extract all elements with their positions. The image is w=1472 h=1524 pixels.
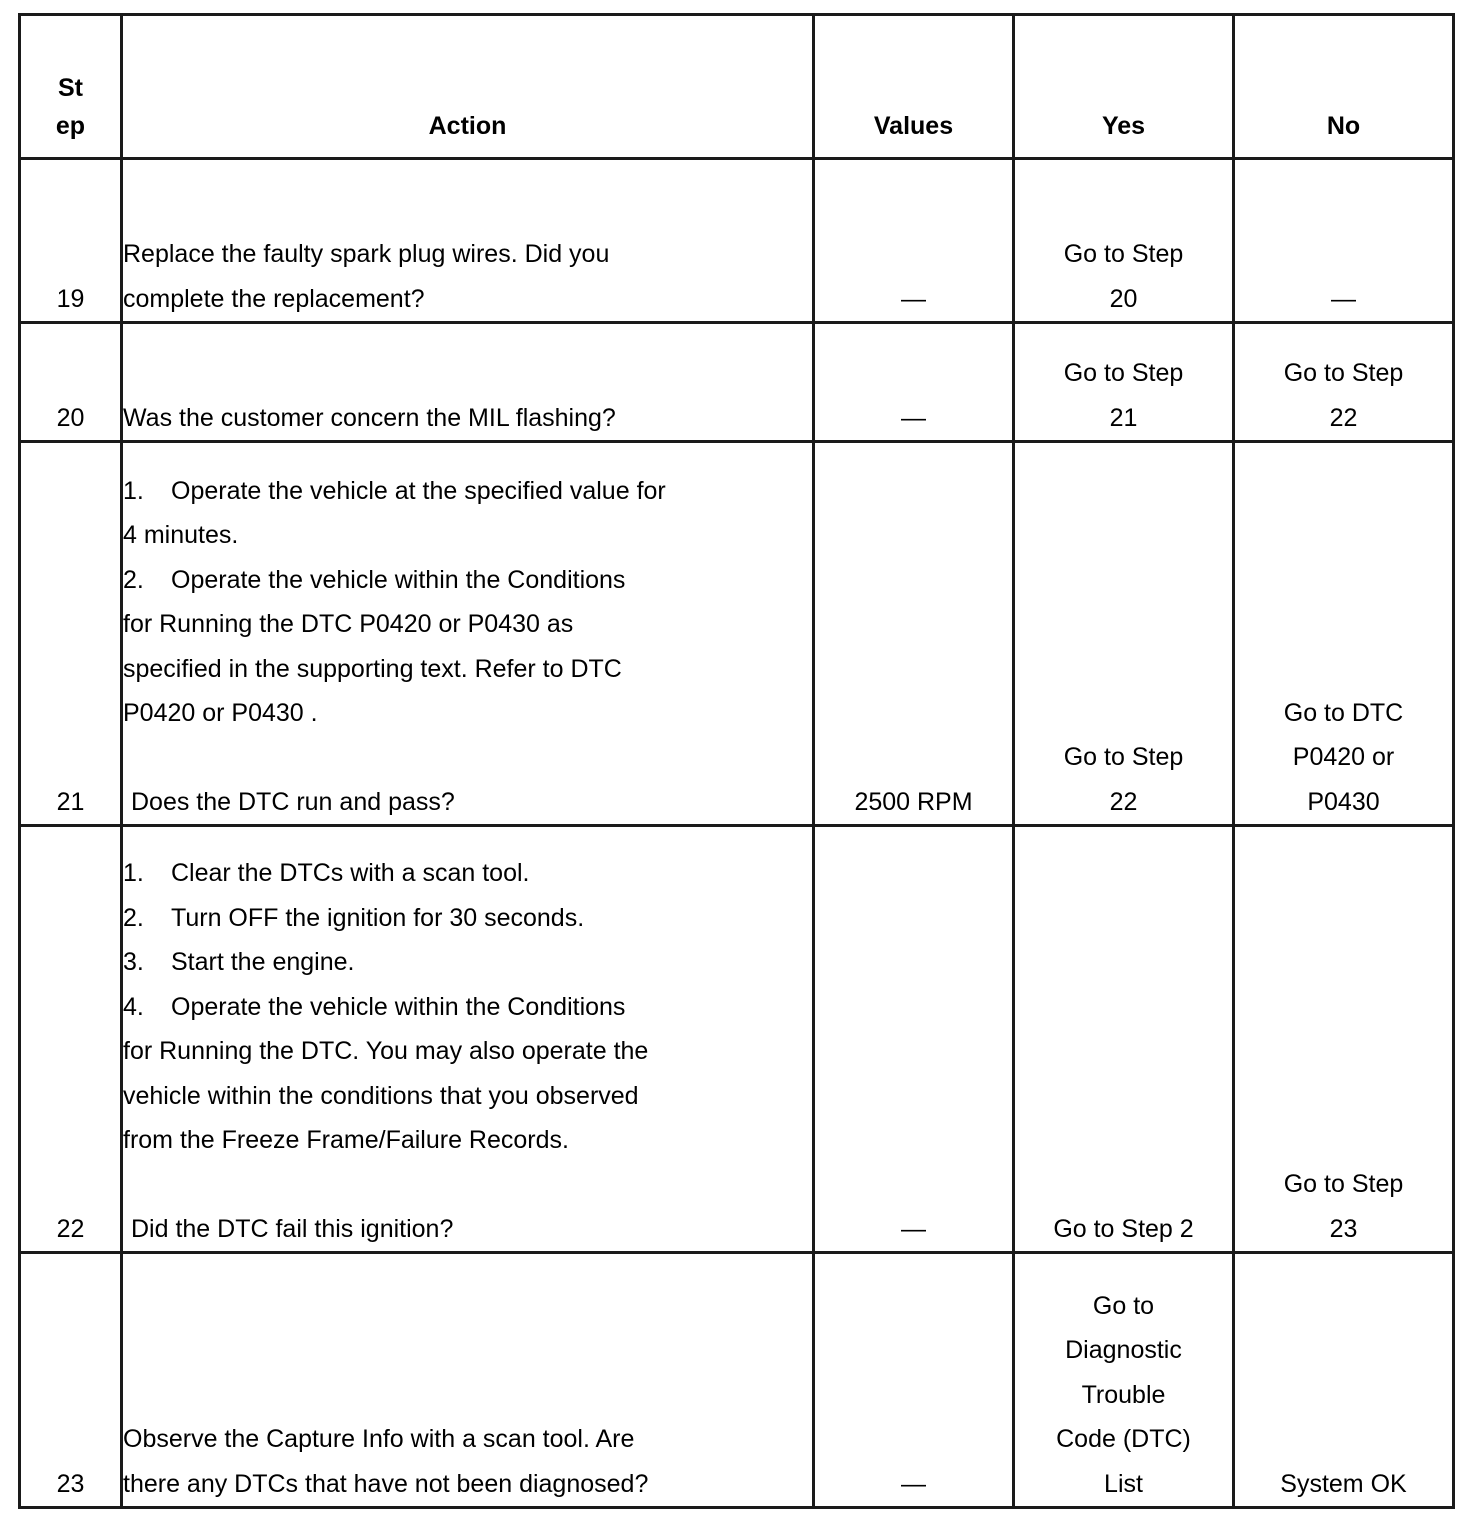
yes-line: Go to Step bbox=[1063, 240, 1184, 268]
header-step-line-2: ep bbox=[55, 112, 86, 140]
no-cell bbox=[1234, 442, 1454, 826]
table-row bbox=[20, 323, 1454, 442]
action-cell bbox=[122, 442, 814, 826]
no-line: Go to Step bbox=[1283, 359, 1404, 387]
no-line: 23 bbox=[1329, 1214, 1358, 1243]
step-number: 22 bbox=[20, 826, 122, 1253]
table-row bbox=[20, 442, 1454, 826]
step-number: 23 bbox=[20, 1253, 122, 1508]
yes-line: Diagnostic bbox=[1065, 1336, 1182, 1364]
action-cell bbox=[122, 323, 814, 442]
list-number: 1. bbox=[123, 476, 144, 505]
yes-line: Code (DTC) bbox=[1056, 1425, 1191, 1453]
step-number: 21 bbox=[20, 442, 122, 826]
list-text: Turn OFF the ignition for 30 seconds. bbox=[171, 903, 585, 932]
list-text: Start the engine. bbox=[171, 948, 355, 976]
no-line: Go to DTC bbox=[1283, 698, 1404, 727]
question-text: Does the DTC run and pass? bbox=[131, 787, 455, 816]
action-line: Was the customer concern the MIL flashing? bbox=[123, 403, 616, 432]
header-values: Values bbox=[814, 15, 1014, 159]
yes-cell bbox=[1014, 159, 1234, 323]
yes-line: Go to Step bbox=[1063, 359, 1184, 387]
list-item bbox=[123, 985, 812, 1030]
list-number: 1. bbox=[123, 859, 144, 887]
action-line: from the Freeze Frame/Failure Records. bbox=[123, 1126, 569, 1154]
header-row bbox=[20, 15, 1454, 159]
question-text: Did the DTC fail this ignition? bbox=[131, 1214, 454, 1243]
no-cell bbox=[1234, 826, 1454, 1253]
action-line: P0420 or P0430 . bbox=[123, 699, 318, 727]
no-line: Go to Step bbox=[1283, 1170, 1404, 1198]
step-number: 19 bbox=[20, 159, 122, 323]
list-item bbox=[123, 851, 812, 896]
table-row bbox=[20, 826, 1454, 1253]
table-row bbox=[20, 159, 1454, 323]
header-step bbox=[20, 15, 122, 159]
value-cell: — bbox=[814, 323, 1014, 442]
list-number: 2. bbox=[123, 903, 144, 932]
header-action: Action bbox=[122, 15, 814, 159]
no-cell bbox=[1234, 323, 1454, 442]
header-step-line-1: St bbox=[58, 74, 83, 102]
no-line: P0420 or bbox=[1292, 743, 1395, 771]
action-line: vehicle within the conditions that you observed bbox=[123, 1081, 639, 1110]
no-cell bbox=[1234, 159, 1454, 323]
yes-cell bbox=[1014, 323, 1234, 442]
diagnostic-table bbox=[18, 13, 1455, 1509]
yes-line: Go to bbox=[1092, 1291, 1155, 1320]
action-line: for Running the DTC P0420 or P0430 as bbox=[123, 610, 574, 638]
header-no: No bbox=[1234, 15, 1454, 159]
list-item bbox=[123, 558, 812, 603]
action-cell bbox=[122, 826, 814, 1253]
spacer bbox=[123, 736, 812, 780]
yes-line: Go to Step bbox=[1063, 743, 1184, 771]
no-line: 22 bbox=[1329, 403, 1358, 432]
yes-line: List bbox=[1104, 1469, 1143, 1498]
yes-cell bbox=[1014, 826, 1234, 1253]
step-number: 20 bbox=[20, 323, 122, 442]
action-line: 4 minutes. bbox=[123, 521, 239, 549]
spacer bbox=[123, 1163, 812, 1207]
value-cell: — bbox=[814, 826, 1014, 1253]
yes-cell bbox=[1014, 442, 1234, 826]
action-line: for Running the DTC. You may also operate the bbox=[123, 1037, 649, 1065]
action-line: Replace the faulty spark plug wires. Did you bbox=[123, 240, 610, 268]
list-text: Operate the vehicle at the specified value for bbox=[171, 476, 666, 505]
value-cell: — bbox=[814, 1253, 1014, 1508]
yes-line: Go to Step 2 bbox=[1053, 1214, 1194, 1243]
action-line: there any DTCs that have not been diagnosed? bbox=[123, 1469, 649, 1498]
no-line: — bbox=[1331, 284, 1356, 313]
yes-line: 20 bbox=[1109, 284, 1138, 313]
list-number: 2. bbox=[123, 565, 144, 594]
list-item bbox=[123, 896, 812, 941]
list-text: Operate the vehicle within the Conditions bbox=[171, 992, 626, 1021]
no-line: System OK bbox=[1280, 1469, 1407, 1498]
yes-line: 22 bbox=[1109, 787, 1138, 816]
yes-line: Trouble bbox=[1081, 1380, 1166, 1409]
list-text: Operate the vehicle within the Conditions bbox=[171, 565, 626, 594]
table-row bbox=[20, 1253, 1454, 1508]
value-cell: 2500 RPM bbox=[814, 442, 1014, 826]
list-number: 4. bbox=[123, 992, 144, 1021]
list-item bbox=[123, 469, 812, 514]
action-cell bbox=[122, 1253, 814, 1508]
list-text: Clear the DTCs with a scan tool. bbox=[171, 859, 530, 887]
action-line: complete the replacement? bbox=[123, 284, 425, 313]
value-cell: — bbox=[814, 159, 1014, 323]
yes-cell bbox=[1014, 1253, 1234, 1508]
no-line: P0430 bbox=[1307, 787, 1380, 816]
list-item bbox=[123, 940, 812, 985]
header-yes: Yes bbox=[1014, 15, 1234, 159]
list-number: 3. bbox=[123, 948, 144, 976]
no-cell bbox=[1234, 1253, 1454, 1508]
yes-line: 21 bbox=[1109, 403, 1138, 432]
action-line: Observe the Capture Info with a scan tool. Are bbox=[123, 1425, 635, 1453]
action-line: specified in the supporting text. Refer to DTC bbox=[123, 654, 622, 683]
action-cell bbox=[122, 159, 814, 323]
